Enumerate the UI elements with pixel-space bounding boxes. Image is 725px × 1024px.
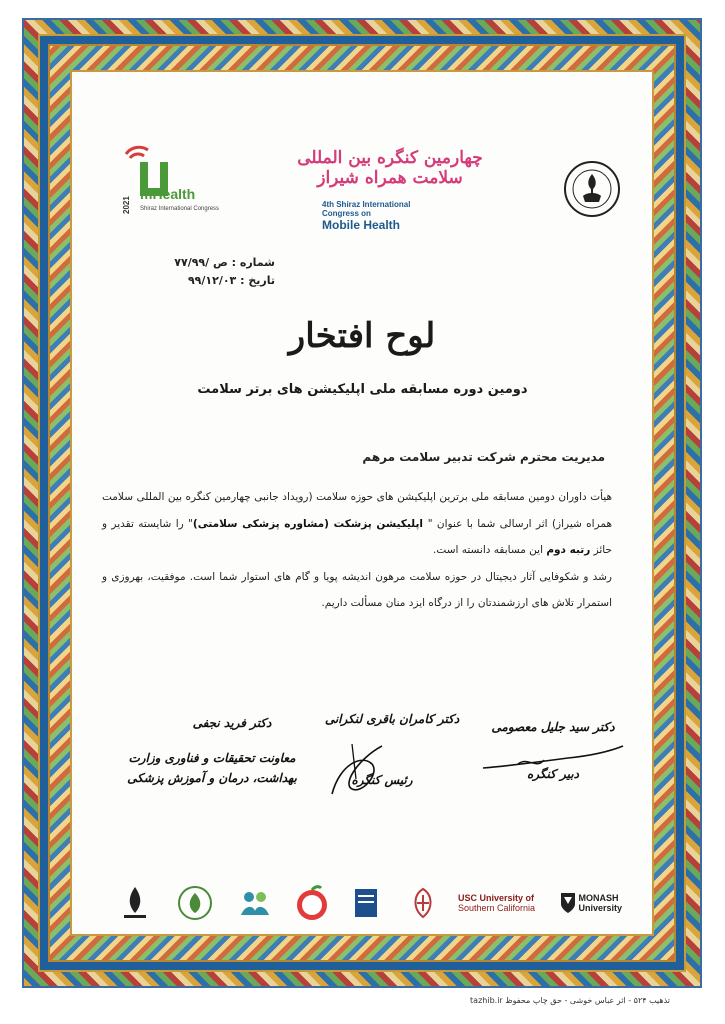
crest-emblem-icon bbox=[405, 885, 441, 921]
monash-logo bbox=[558, 880, 630, 926]
figures-emblem-icon bbox=[237, 887, 273, 919]
health-org-logo bbox=[172, 880, 218, 926]
university-emblem-icon bbox=[563, 160, 621, 218]
mhealth-subtitle: Shiraz International Congress bbox=[140, 206, 220, 212]
sponsor-logos bbox=[110, 880, 630, 930]
apple-emblem-icon bbox=[293, 884, 331, 922]
signature-secretary-name: دکتر سید جلیل معصومی bbox=[491, 720, 615, 734]
mhealth-wordmark: mHealth bbox=[140, 186, 196, 202]
congress-title-en-line3: Mobile Health bbox=[322, 218, 401, 232]
app-title: اپلیکیشن پزشکت (مشاوره پزشکی سلامتی) bbox=[192, 517, 428, 530]
handwritten-signature-icon bbox=[478, 738, 628, 778]
signature-president-role: رئیس کنگره bbox=[351, 773, 413, 787]
body-paragraph-2: رشد و شکوفایی آثار دیجیتال در حوزه سلامت مرهون اندیشه پویا و گام های استوار شما است. موفقیت، بهروزی و استمرار تلاش های ارزشمندتان را از درگاه ایزد منان مسألت داریم. bbox=[102, 570, 612, 609]
rank: رتبه دوم bbox=[546, 544, 591, 556]
document-meta bbox=[135, 254, 275, 290]
research-org-logo bbox=[232, 880, 278, 926]
usc-logo bbox=[458, 880, 548, 926]
monash-text: MONASH University bbox=[578, 893, 623, 913]
congress-title-fa-line2: سلامت همراه شیراز bbox=[317, 168, 463, 188]
signature-president bbox=[322, 712, 462, 812]
signature-deputy-role-2: بهداشت، درمان و آموزش پزشکی bbox=[127, 771, 297, 785]
iran-emblem-icon bbox=[120, 883, 150, 923]
congress-title-en-line1: 4th Shiraz International bbox=[322, 200, 411, 209]
footer-credit: تذهیب ۵۲۴ - اثر عباس خوشی - حق چاپ محفوظ tazhib.ir bbox=[470, 996, 670, 1005]
certificate-subtitle: دومین دوره مسابقه ملی اپلیکیشن های برتر سلامت bbox=[197, 382, 528, 397]
ministry-logo bbox=[110, 880, 160, 926]
signature-secretary bbox=[468, 720, 638, 810]
document-date: تاریخ : ۹۹/۱۲/۰۳ bbox=[187, 274, 275, 287]
signature-deputy bbox=[112, 716, 312, 826]
usc-line1: USC University of bbox=[458, 893, 535, 903]
body-text-1b: " را شایسته تقدیر و حائز bbox=[102, 517, 612, 556]
science-org-logo bbox=[346, 880, 386, 926]
book-emblem-icon bbox=[352, 885, 380, 921]
shiraz-logo bbox=[400, 880, 446, 926]
certificate-body bbox=[102, 484, 612, 617]
body-text-1a: هیأت داوران دومین مسابقه ملی برترین اپلیکیشن های حوزه سلامت (رویداد جانبی چهارمین کنگره بین المللی سلامت همراه شیراز) اثر ارسالی شما با عنوان " bbox=[102, 491, 612, 530]
congress-title-en-line2: Congress on bbox=[322, 209, 371, 218]
addressee: مدیریت محترم شرکت تدبیر سلامت مرهم bbox=[362, 450, 605, 464]
congress-title-fa-line1: چهارمین کنگره بین المللی bbox=[297, 148, 483, 168]
document-number: شماره : ص /۷۷/۹۹ bbox=[174, 256, 275, 269]
signature-deputy-role-1: معاونت تحقیقات و فناوری وزارت bbox=[128, 751, 296, 765]
anniversary-logo bbox=[290, 880, 334, 926]
congress-title-fa bbox=[280, 148, 500, 188]
body-paragraph-1 bbox=[102, 484, 612, 564]
monash-shield-icon bbox=[560, 892, 576, 914]
signature-president-name: دکتر کامران باقری لنکرانی bbox=[324, 712, 460, 726]
usc-line2: Southern California bbox=[458, 903, 536, 913]
signature-deputy-name: دکتر فرید نجفی bbox=[192, 716, 272, 730]
certificate-title: لوح افتخار bbox=[288, 316, 436, 356]
body-text-1c: این مسابقه دانسته است. bbox=[433, 544, 547, 556]
signature-secretary-role: دبیر کنگره bbox=[527, 767, 579, 781]
mhealth-year: 2021 bbox=[122, 196, 131, 214]
handwritten-signature-icon bbox=[322, 734, 402, 804]
congress-title-en bbox=[322, 200, 482, 232]
leaf-emblem-icon bbox=[177, 885, 213, 921]
